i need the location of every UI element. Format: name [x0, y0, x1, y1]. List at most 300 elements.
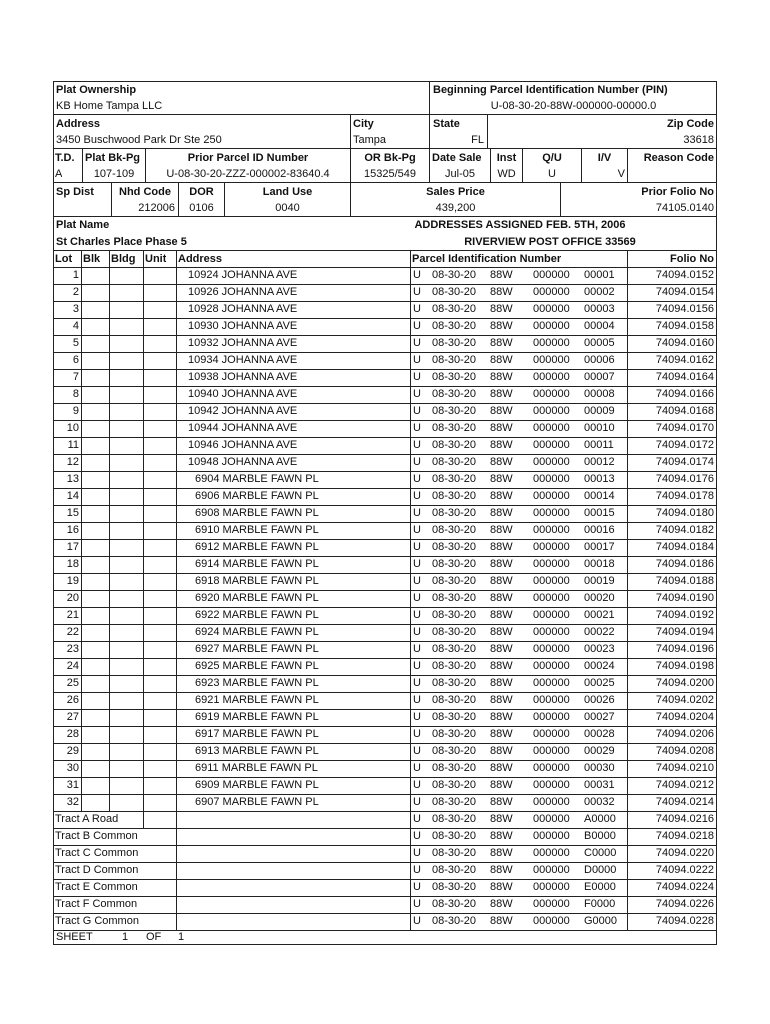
pin-section: 08-30-20 [432, 592, 477, 604]
pin-block: 000000 [533, 456, 570, 468]
pin-subdivision: 88W [490, 660, 513, 672]
address-cell: 10928 JOHANNA AVE [188, 303, 298, 315]
pin-prefix: U [413, 847, 421, 859]
folio-cell: 74094.0160 [655, 337, 714, 349]
folio-cell: 74094.0194 [655, 626, 714, 638]
land-use-value: 0040 [275, 202, 300, 214]
pin-section: 08-30-20 [432, 371, 477, 383]
pin-block: 000000 [533, 677, 570, 689]
nhd-code-label: Nhd Code [119, 186, 171, 198]
pin-lot: 00031 [584, 779, 615, 791]
addresses-assigned-note: ADDRESSES ASSIGNED FEB. 5TH, 2006 [414, 219, 626, 231]
folio-cell: 74094.0200 [655, 677, 714, 689]
date-sale-label: Date Sale [432, 152, 482, 164]
zip-value: 33618 [683, 134, 714, 146]
address-cell: 6925 MARBLE FAWN PL [195, 660, 319, 672]
pin-section: 08-30-20 [432, 881, 477, 893]
pin-section: 08-30-20 [432, 558, 477, 570]
lot-number: 5 [72, 337, 79, 349]
pin-block: 000000 [533, 354, 570, 366]
pin-prefix: U [413, 660, 421, 672]
folio-cell: 74094.0174 [655, 456, 714, 468]
pin-subdivision: 88W [490, 728, 513, 740]
pin-prefix: U [413, 745, 421, 757]
pin-lot: 00003 [584, 303, 615, 315]
pin-block: 000000 [533, 575, 570, 587]
folio-cell: 74094.0170 [655, 422, 714, 434]
state-value: FL [471, 134, 484, 146]
qu-value: U [548, 168, 556, 180]
address-cell: 6921 MARBLE FAWN PL [195, 694, 319, 706]
folio-cell: 74094.0224 [655, 881, 714, 893]
pin-subdivision: 88W [490, 422, 513, 434]
pin-block: 000000 [533, 473, 570, 485]
pin-block: 000000 [533, 626, 570, 638]
pin-lot: 00012 [584, 456, 615, 468]
table-row [0, 267, 770, 284]
col-bldg: Bldg [111, 253, 136, 265]
lot-number: 8 [72, 388, 79, 400]
address-cell: 6913 MARBLE FAWN PL [195, 745, 319, 757]
pin-prefix: U [413, 303, 421, 315]
address-cell: 10930 JOHANNA AVE [188, 320, 298, 332]
folio-cell: 74094.0168 [655, 405, 714, 417]
pin-section: 08-30-20 [432, 490, 477, 502]
sp-dist-label: Sp Dist [56, 186, 94, 198]
pin-section: 08-30-20 [432, 779, 477, 791]
state-label: State [433, 118, 460, 130]
address-cell: 10924 JOHANNA AVE [188, 269, 298, 281]
col-address: Address [178, 253, 223, 265]
tract-name: Tract B Common [55, 830, 138, 842]
of-label: OF [146, 931, 162, 943]
tract-row [0, 862, 770, 879]
folio-cell: 74094.0214 [655, 796, 714, 808]
prior-parcel-label: Prior Parcel ID Number [187, 152, 309, 164]
tract-name: Tract F Common [55, 898, 138, 910]
col-pin: Parcel Identification Number [412, 253, 562, 265]
table-row [0, 284, 770, 301]
lot-number: 15 [66, 507, 79, 519]
address-cell: 6920 MARBLE FAWN PL [195, 592, 319, 604]
pin-section: 08-30-20 [432, 830, 477, 842]
address-cell: 6927 MARBLE FAWN PL [195, 643, 319, 655]
lot-number: 1 [72, 269, 79, 281]
pin-prefix: U [413, 490, 421, 502]
pin-lot: B0000 [584, 830, 616, 842]
pin-subdivision: 88W [490, 575, 513, 587]
divider [53, 114, 717, 115]
sales-price-value: 439,200 [435, 202, 476, 214]
divider [429, 81, 430, 182]
table-row [0, 335, 770, 352]
lot-number: 27 [66, 711, 79, 723]
pin-section: 08-30-20 [432, 575, 477, 587]
address-cell: 10940 JOHANNA AVE [188, 388, 298, 400]
address-cell: 6924 MARBLE FAWN PL [195, 626, 319, 638]
folio-cell: 74094.0152 [655, 269, 714, 281]
pin-prefix: U [413, 371, 421, 383]
folio-cell: 74094.0222 [655, 864, 714, 876]
pin-prefix: U [413, 728, 421, 740]
pin-subdivision: 88W [490, 541, 513, 553]
pin-lot: C0000 [584, 847, 617, 859]
address-cell: 6918 MARBLE FAWN PL [195, 575, 319, 587]
pin-block: 000000 [533, 898, 570, 910]
plat-name-label: Plat Name [56, 219, 110, 231]
lot-number: 14 [66, 490, 79, 502]
lot-number: 21 [66, 609, 79, 621]
pin-lot: 00026 [584, 694, 615, 706]
folio-cell: 74094.0178 [655, 490, 714, 502]
pin-block: 000000 [533, 558, 570, 570]
td-label: T.D. [55, 152, 75, 164]
tract-name: Tract C Common [55, 847, 139, 859]
pin-section: 08-30-20 [432, 694, 477, 706]
table-row [0, 675, 770, 692]
address-cell: 6912 MARBLE FAWN PL [195, 541, 319, 553]
pin-subdivision: 88W [490, 269, 513, 281]
pin-prefix: U [413, 473, 421, 485]
pin-section: 08-30-20 [432, 354, 477, 366]
table-row [0, 573, 770, 590]
pin-block: 000000 [533, 303, 570, 315]
pin-lot: 00021 [584, 609, 615, 621]
pin-lot: 00001 [584, 269, 615, 281]
table-row [0, 420, 770, 437]
pin-subdivision: 88W [490, 796, 513, 808]
pin-lot: 00023 [584, 643, 615, 655]
pin-section: 08-30-20 [432, 524, 477, 536]
tract-row [0, 913, 770, 930]
lot-number: 26 [66, 694, 79, 706]
pin-subdivision: 88W [490, 864, 513, 876]
pin-prefix: U [413, 592, 421, 604]
lot-number: 23 [66, 643, 79, 655]
col-unit: Unit [145, 253, 167, 265]
table-row [0, 743, 770, 760]
pin-section: 08-30-20 [432, 915, 477, 927]
pin-subdivision: 88W [490, 779, 513, 791]
pin-block: 000000 [533, 847, 570, 859]
pin-lot: 00006 [584, 354, 615, 366]
pin-section: 08-30-20 [432, 745, 477, 757]
iv-label: I/V [597, 152, 612, 164]
pin-prefix: U [413, 881, 421, 893]
pin-prefix: U [413, 286, 421, 298]
pin-prefix: U [413, 405, 421, 417]
address-cell: 6907 MARBLE FAWN PL [195, 796, 319, 808]
pin-section: 08-30-20 [432, 762, 477, 774]
pin-block: 000000 [533, 813, 570, 825]
pin-lot: 00015 [584, 507, 615, 519]
pin-lot: 00027 [584, 711, 615, 723]
pin-block: 000000 [533, 694, 570, 706]
pin-prefix: U [413, 524, 421, 536]
pin-section: 08-30-20 [432, 847, 477, 859]
address-cell: 6922 MARBLE FAWN PL [195, 609, 319, 621]
pin-prefix: U [413, 422, 421, 434]
nhd-code-value: 212006 [138, 202, 175, 214]
pin-section: 08-30-20 [432, 439, 477, 451]
table-row [0, 318, 770, 335]
post-office-note: RIVERVIEW POST OFFICE 33569 [464, 236, 636, 248]
pin-prefix: U [413, 575, 421, 587]
address-cell: 6911 MARBLE FAWN PL [195, 762, 318, 774]
pin-subdivision: 88W [490, 898, 513, 910]
pin-prefix: U [413, 456, 421, 468]
pin-section: 08-30-20 [432, 507, 477, 519]
pin-lot: 00010 [584, 422, 615, 434]
folio-cell: 74094.0182 [655, 524, 714, 536]
folio-cell: 74094.0228 [655, 915, 714, 927]
pin-subdivision: 88W [490, 337, 513, 349]
pin-prefix: U [413, 898, 421, 910]
pin-block: 000000 [533, 881, 570, 893]
lot-number: 7 [72, 371, 79, 383]
table-row [0, 726, 770, 743]
pin-section: 08-30-20 [432, 541, 477, 553]
folio-cell: 74094.0180 [655, 507, 714, 519]
table-row [0, 386, 770, 403]
table-row [0, 709, 770, 726]
pin-prefix: U [413, 830, 421, 842]
pin-block: 000000 [533, 490, 570, 502]
pin-subdivision: 88W [490, 456, 513, 468]
pin-subdivision: 88W [490, 881, 513, 893]
sales-price-label: Sales Price [426, 186, 485, 198]
lot-number: 16 [66, 524, 79, 536]
pin-subdivision: 88W [490, 677, 513, 689]
table-row [0, 760, 770, 777]
pin-section: 08-30-20 [432, 660, 477, 672]
folio-cell: 74094.0218 [655, 830, 714, 842]
pin-prefix: U [413, 626, 421, 638]
tract-row [0, 879, 770, 896]
pin-block: 000000 [533, 286, 570, 298]
pin-subdivision: 88W [490, 609, 513, 621]
pin-subdivision: 88W [490, 558, 513, 570]
lot-number: 25 [66, 677, 79, 689]
pin-block: 000000 [533, 592, 570, 604]
table-row [0, 437, 770, 454]
folio-cell: 74094.0190 [655, 592, 714, 604]
table-row [0, 471, 770, 488]
folio-cell: 74094.0166 [655, 388, 714, 400]
lot-number: 13 [66, 473, 79, 485]
sheet-label: SHEET [56, 931, 93, 943]
pin-label: Beginning Parcel Identification Number (PIN) [433, 84, 668, 96]
pin-prefix: U [413, 796, 421, 808]
pin-block: 000000 [533, 320, 570, 332]
pin-lot: E0000 [584, 881, 616, 893]
address-cell: 6923 MARBLE FAWN PL [195, 677, 319, 689]
pin-subdivision: 88W [490, 643, 513, 655]
pin-subdivision: 88W [490, 507, 513, 519]
pin-subdivision: 88W [490, 354, 513, 366]
pin-section: 08-30-20 [432, 405, 477, 417]
pin-block: 000000 [533, 728, 570, 740]
lot-number: 32 [66, 796, 79, 808]
address-cell: 10934 JOHANNA AVE [188, 354, 298, 366]
address-cell: 6904 MARBLE FAWN PL [195, 473, 319, 485]
pin-lot: 00002 [584, 286, 615, 298]
table-row [0, 369, 770, 386]
pin-lot: 00016 [584, 524, 615, 536]
lot-number: 20 [66, 592, 79, 604]
pin-section: 08-30-20 [432, 303, 477, 315]
pin-prefix: U [413, 439, 421, 451]
zip-label: Zip Code [666, 118, 714, 130]
table-row [0, 794, 770, 811]
pin-block: 000000 [533, 439, 570, 451]
folio-cell: 74094.0186 [655, 558, 714, 570]
lot-number: 4 [72, 320, 79, 332]
pin-prefix: U [413, 762, 421, 774]
folio-cell: 74094.0220 [655, 847, 714, 859]
lot-number: 18 [66, 558, 79, 570]
lot-number: 30 [66, 762, 79, 774]
pin-block: 000000 [533, 745, 570, 757]
pin-lot: 00011 [584, 439, 614, 451]
address-cell: 6917 MARBLE FAWN PL [195, 728, 319, 740]
lot-number: 22 [66, 626, 79, 638]
table-row [0, 403, 770, 420]
pin-lot: F0000 [584, 898, 616, 910]
lot-number: 11 [67, 439, 79, 451]
pin-subdivision: 88W [490, 711, 513, 723]
pin-section: 08-30-20 [432, 898, 477, 910]
table-row [0, 692, 770, 709]
pin-section: 08-30-20 [432, 456, 477, 468]
table-row [0, 488, 770, 505]
tract-row [0, 828, 770, 845]
folio-cell: 74094.0164 [655, 371, 714, 383]
folio-cell: 74094.0176 [655, 473, 714, 485]
folio-cell: 74094.0156 [655, 303, 714, 315]
address-cell: 10942 JOHANNA AVE [188, 405, 298, 417]
address-cell: 6919 MARBLE FAWN PL [195, 711, 319, 723]
pin-subdivision: 88W [490, 847, 513, 859]
pin-section: 08-30-20 [432, 337, 477, 349]
plat-name-value: St Charles Place Phase 5 [56, 236, 187, 248]
pin-prefix: U [413, 507, 421, 519]
col-lot: Lot [55, 253, 73, 265]
table-row [0, 352, 770, 369]
folio-cell: 74094.0202 [655, 694, 714, 706]
folio-cell: 74094.0154 [655, 286, 714, 298]
pin-value: U-08-30-20-88W-000000-00000.0 [490, 100, 657, 112]
pin-prefix: U [413, 677, 421, 689]
pin-subdivision: 88W [490, 439, 513, 451]
col-blk: Blk [83, 253, 101, 265]
divider [53, 182, 717, 183]
pin-subdivision: 88W [490, 320, 513, 332]
pin-prefix: U [413, 320, 421, 332]
pin-block: 000000 [533, 660, 570, 672]
pin-prefix: U [413, 541, 421, 553]
folio-cell: 74094.0206 [655, 728, 714, 740]
table-row [0, 522, 770, 539]
pin-block: 000000 [533, 405, 570, 417]
divider [53, 250, 717, 251]
pin-subdivision: 88W [490, 813, 513, 825]
pin-lot: D0000 [584, 864, 617, 876]
pin-section: 08-30-20 [432, 609, 477, 621]
address-cell: 6908 MARBLE FAWN PL [195, 507, 319, 519]
td-value: A [55, 168, 63, 180]
pin-section: 08-30-20 [432, 711, 477, 723]
pin-subdivision: 88W [490, 473, 513, 485]
plat-ownership-value: KB Home Tampa LLC [56, 100, 163, 112]
pin-lot: 00008 [584, 388, 615, 400]
folio-cell: 74094.0162 [655, 354, 714, 366]
col-folio: Folio No [670, 253, 714, 265]
tract-name: Tract G Common [55, 915, 139, 927]
sheet-number: 1 [122, 931, 129, 943]
address-cell: 10948 JOHANNA AVE [188, 456, 298, 468]
address-cell: 10926 JOHANNA AVE [188, 286, 298, 298]
pin-subdivision: 88W [490, 286, 513, 298]
address-cell: 6906 MARBLE FAWN PL [195, 490, 319, 502]
pin-lot: 00018 [584, 558, 615, 570]
pin-section: 08-30-20 [432, 813, 477, 825]
pin-section: 08-30-20 [432, 796, 477, 808]
or-bkpg-value: 15325/549 [364, 168, 416, 180]
pin-block: 000000 [533, 269, 570, 281]
divider [53, 216, 717, 217]
qu-label: Q/U [542, 152, 562, 164]
table-row [0, 777, 770, 794]
pin-block: 000000 [533, 609, 570, 621]
folio-cell: 74094.0210 [655, 762, 714, 774]
pin-lot: 00013 [584, 473, 615, 485]
pin-prefix: U [413, 643, 421, 655]
pin-block: 000000 [533, 779, 570, 791]
sheet-total: 1 [178, 931, 185, 943]
address-cell: 10946 JOHANNA AVE [188, 439, 298, 451]
pin-subdivision: 88W [490, 915, 513, 927]
pin-prefix: U [413, 337, 421, 349]
lot-number: 3 [72, 303, 79, 315]
pin-prefix: U [413, 354, 421, 366]
pin-subdivision: 88W [490, 694, 513, 706]
pin-prefix: U [413, 915, 421, 927]
lot-number: 24 [66, 660, 79, 672]
plat-bkpg-value: 107-109 [93, 168, 135, 180]
pin-block: 000000 [533, 864, 570, 876]
pin-block: 000000 [533, 507, 570, 519]
tract-name: Tract E Common [55, 881, 138, 893]
folio-cell: 74094.0208 [655, 745, 714, 757]
folio-cell: 74094.0188 [655, 575, 714, 587]
or-bkpg-label: OR Bk-Pg [364, 152, 416, 164]
pin-lot: 00029 [584, 745, 615, 757]
tract-name: Tract A Road [55, 813, 119, 825]
iv-value: V [617, 168, 625, 180]
address-cell: 10944 JOHANNA AVE [188, 422, 298, 434]
pin-section: 08-30-20 [432, 473, 477, 485]
pin-prefix: U [413, 711, 421, 723]
pin-section: 08-30-20 [432, 864, 477, 876]
pin-subdivision: 88W [490, 745, 513, 757]
address-cell: 10938 JOHANNA AVE [188, 371, 298, 383]
lot-number: 29 [66, 745, 79, 757]
pin-prefix: U [413, 694, 421, 706]
address-value: 3450 Buschwood Park Dr Ste 250 [56, 134, 222, 146]
pin-block: 000000 [533, 371, 570, 383]
city-label: City [353, 118, 374, 130]
